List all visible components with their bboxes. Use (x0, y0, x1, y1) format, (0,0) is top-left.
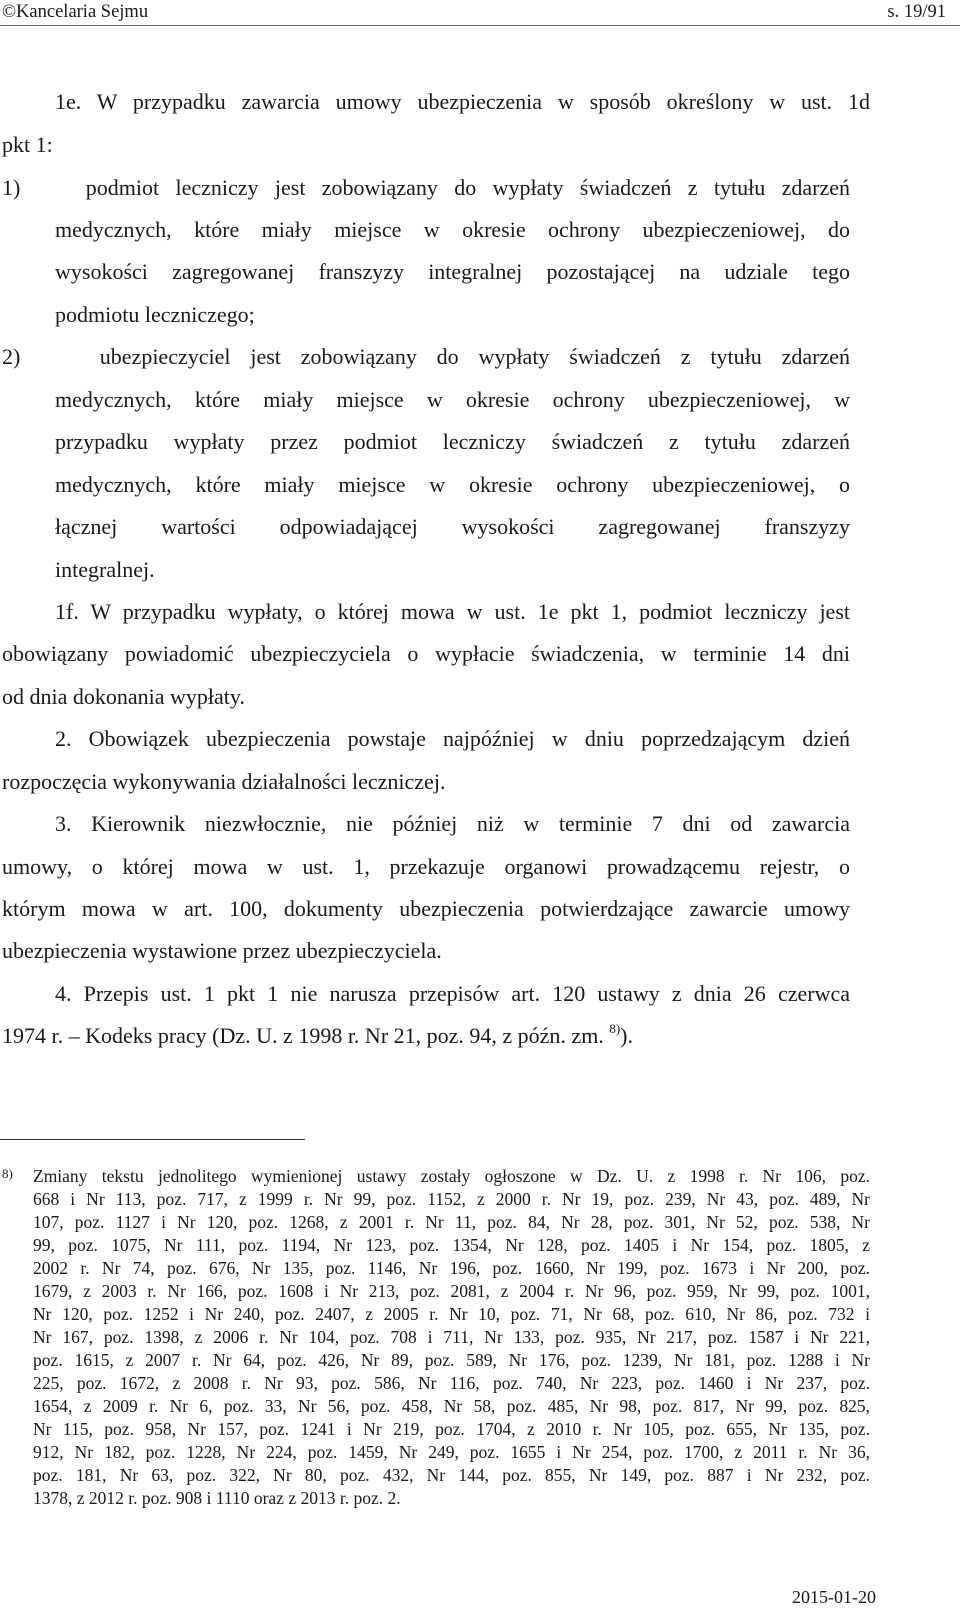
point-1-line: podmiotu leczniczego; (55, 302, 255, 327)
paragraph-3-line: którym mowa w art. 100, dokumenty ubezpieczenia potwierdzające zawarcie umowy (2, 896, 850, 921)
footnote-reference[interactable]: 8) (609, 1021, 621, 1036)
footnote-line: Zmiany tekstu jednolitego wymienionej ustawy zostały ogłoszone w Dz. U. z 1998 r. Nr 106, poz. (33, 1166, 870, 1186)
footnote-line: poz. 181, Nr 63, poz. 322, Nr 80, poz. 432, Nr 144, poz. 855, Nr 149, poz. 887 i Nr 232, poz. (33, 1465, 870, 1485)
point-2-line: łącznej wartości odpowiadającej wysokości zagregowanej franszyzy (55, 514, 850, 539)
point-1-line: 1) podmiot leczniczy jest zobowiązany do wypłaty świadczeń z tytułu zdarzeń (2, 175, 850, 200)
paragraph-4-text: 1974 r. – Kodeks pracy (Dz. U. z 1998 r. Nr 21, poz. 94, z późn. zm. (2, 1023, 604, 1048)
paragraph-4-line: 4. Przepis ust. 1 pkt 1 nie narusza przepisów art. 120 ustawy z dnia 26 czerwca (55, 981, 850, 1006)
footnote-line: 1378, z 2012 r. poz. 908 i 1110 oraz z 2013 r. poz. 2. (33, 1488, 401, 1508)
footnote-line: 2002 r. Nr 74, poz. 676, Nr 135, poz. 1146, Nr 196, poz. 1660, Nr 199, poz. 1673 i Nr 200, poz. (33, 1258, 870, 1278)
footer-date: 2015-01-20 (792, 1587, 876, 1607)
paragraph-4-end: ). (620, 1023, 633, 1048)
footnote-separator (0, 1139, 305, 1140)
point-2-line: przypadku wypłaty przez podmiot leczniczy świadczeń z tytułu zdarzeń (55, 429, 850, 454)
footnote-line: Nr 115, poz. 958, Nr 157, poz. 1241 i Nr 219, poz. 1704, z 2010 r. Nr 105, poz. 655, Nr 135, poz. (33, 1419, 870, 1439)
footnote-line: 225, poz. 1672, z 2008 r. Nr 93, poz. 586, Nr 116, poz. 740, Nr 223, poz. 1460 i Nr 237, poz. (33, 1373, 870, 1393)
footnote-marker: 8) (2, 1166, 13, 1181)
paragraph-1e-line: pkt 1: (2, 132, 53, 157)
point-2-line: integralnej. (55, 557, 155, 582)
footnote-line: 912, Nr 182, poz. 1228, Nr 224, poz. 1459, Nr 249, poz. 1655 i Nr 254, poz. 1700, z 2011 r. Nr 36, (33, 1442, 870, 1462)
point-2-line: medycznych, które miały miejsce w okresie ochrony ubezpieczeniowej, w (55, 387, 850, 412)
paragraph-3-line: ubezpieczenia wystawione przez ubezpieczyciela. (2, 938, 442, 963)
paragraph-1f-line: 1f. W przypadku wypłaty, o której mowa w ust. 1e pkt 1, podmiot leczniczy jest (55, 599, 850, 624)
header-source: ©Kancelaria Sejmu (2, 2, 149, 22)
header-divider (0, 25, 960, 26)
paragraph-3-line: 3. Kierownik niezwłocznie, nie później niż w terminie 7 dni od zawarcia (55, 811, 850, 836)
footnote-line: 668 i Nr 113, poz. 717, z 1999 r. Nr 99, poz. 1152, z 2000 r. Nr 19, poz. 239, Nr 43, poz. 489, Nr (33, 1189, 870, 1209)
paragraph-2-line: 2. Obowiązek ubezpieczenia powstaje najpóźniej w dniu poprzedzającym dzień (55, 726, 850, 751)
point-1-line: wysokości zagregowanej franszyzy integralnej pozostającej na udziale tego (55, 259, 850, 284)
point-2-line: 2) ubezpieczyciel jest zobowiązany do wypłaty świadczeń z tytułu zdarzeń (2, 344, 850, 369)
footnote-line: poz. 1615, z 2007 r. Nr 64, poz. 426, Nr 89, poz. 589, Nr 176, poz. 1239, Nr 181, poz. 1288 i Nr (33, 1350, 870, 1370)
paragraph-1f-line: od dnia dokonania wypłaty. (2, 684, 245, 709)
footnote-line: Nr 120, poz. 1252 i Nr 240, poz. 2407, z 2005 r. Nr 10, poz. 71, Nr 68, poz. 610, Nr 86, poz. 732 i (33, 1304, 870, 1324)
footnote-line: 1679, z 2003 r. Nr 166, poz. 1608 i Nr 213, poz. 2081, z 2004 r. Nr 96, poz. 959, Nr 99, poz. 1001, (33, 1281, 870, 1301)
point-2-line: medycznych, które miały miejsce w okresie ochrony ubezpieczeniowej, o (55, 472, 850, 497)
paragraph-4-last-line (2, 1023, 872, 1052)
paragraph-3-line: umowy, o której mowa w ust. 1, przekazuje organowi prowadzącemu rejestr, o (2, 854, 850, 879)
point-1-line: medycznych, które miały miejsce w okresie ochrony ubezpieczeniowej, do (55, 217, 850, 242)
footnote-line: Nr 167, poz. 1398, z 2006 r. Nr 104, poz. 708 i 711, Nr 133, poz. 935, Nr 217, poz. 1587 i Nr 221, (33, 1327, 870, 1347)
paragraph-2-line: rozpoczęcia wykonywania działalności leczniczej. (2, 769, 446, 794)
paragraph-1f-line: obowiązany powiadomić ubezpieczyciela o wypłacie świadczenia, w terminie 14 dni (2, 641, 850, 666)
footnote-line: 99, poz. 1075, Nr 111, poz. 1194, Nr 123, poz. 1354, Nr 128, poz. 1405 i Nr 154, poz. 1805, z (33, 1235, 870, 1255)
paragraph-1e-line: 1e. W przypadku zawarcia umowy ubezpieczenia w sposób określony w ust. 1d (55, 89, 870, 114)
header-page-number: s. 19/91 (887, 2, 946, 22)
footnote-line: 107, poz. 1127 i Nr 120, poz. 1268, z 2001 r. Nr 11, poz. 84, Nr 28, poz. 301, Nr 52, poz. 538, Nr (33, 1212, 870, 1232)
footnote-line: 1654, z 2009 r. Nr 6, poz. 33, Nr 56, poz. 458, Nr 58, poz. 485, Nr 98, poz. 817, Nr 99, poz. 825, (33, 1396, 870, 1416)
